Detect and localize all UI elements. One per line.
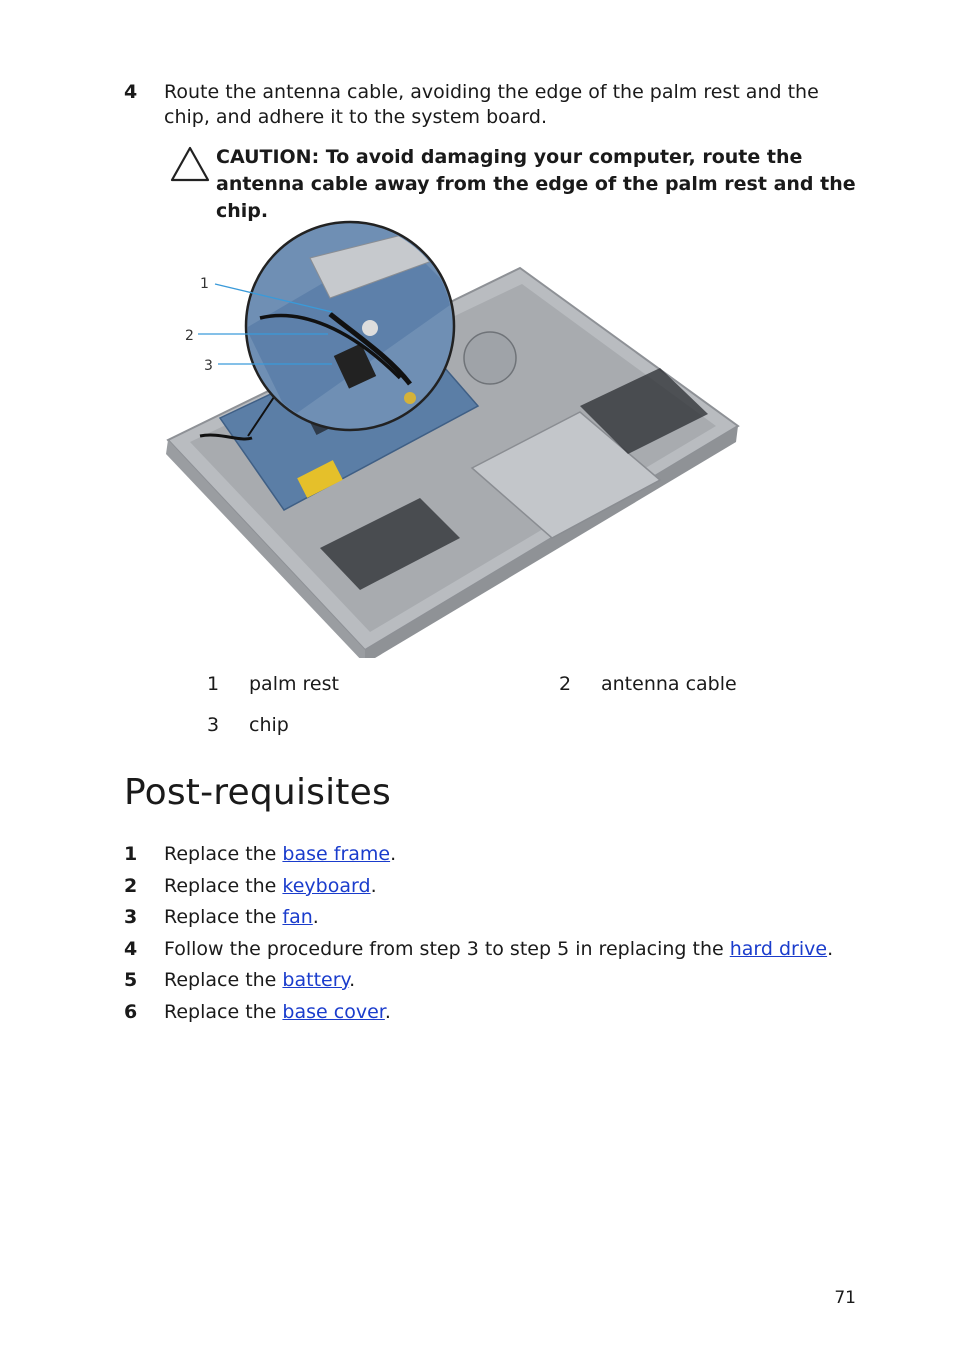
- step-punct: .: [384, 1001, 391, 1023]
- step-text: Route the antenna cable, avoiding the edge of the palm rest and the chip, and adhere it to the system board.: [164, 81, 819, 128]
- step-punct: .: [370, 875, 377, 897]
- fan-link[interactable]: fan: [282, 906, 313, 928]
- step-number: 2: [124, 875, 138, 897]
- step-number: 1: [124, 843, 138, 865]
- step-number: 3: [124, 906, 138, 928]
- legend-number: 3: [207, 714, 220, 736]
- legend-label: chip: [249, 714, 289, 736]
- callout-3: 3: [204, 358, 213, 374]
- step-text: Replace the: [164, 875, 283, 897]
- step-text: Replace the: [164, 969, 283, 991]
- legend-number: 2: [559, 673, 572, 695]
- step-number: 4: [124, 81, 138, 103]
- base-frame-link[interactable]: base frame: [282, 843, 391, 865]
- step-punct: .: [349, 969, 356, 991]
- step-punct: .: [827, 938, 834, 960]
- warning-triangle-icon: [170, 146, 210, 182]
- step-text: Replace the: [164, 906, 283, 928]
- laptop-illustration: [160, 218, 750, 658]
- step-punct: .: [312, 906, 319, 928]
- step-number: 5: [124, 969, 138, 991]
- step-number: 4: [124, 938, 138, 960]
- page-number: 71: [834, 1288, 856, 1308]
- step-punct: .: [390, 843, 397, 865]
- battery-link[interactable]: battery: [282, 969, 350, 991]
- legend-number: 1: [207, 673, 220, 695]
- laptop-figure: [160, 218, 750, 658]
- hard-drive-link[interactable]: hard drive: [729, 938, 828, 960]
- caution-text: CAUTION: To avoid damaging your computer, route the antenna cable away from the edge of the palm rest and the chip.: [216, 146, 856, 222]
- base-cover-link[interactable]: base cover: [282, 1001, 385, 1023]
- legend-label: antenna cable: [601, 673, 737, 695]
- step-text: Follow the procedure from step 3 to step 5 in replacing the: [164, 938, 730, 960]
- callout-1: 1: [200, 276, 209, 292]
- step-text: Replace the: [164, 843, 283, 865]
- step-number: 6: [124, 1001, 138, 1023]
- step-text: Replace the: [164, 1001, 283, 1023]
- callout-2: 2: [185, 328, 194, 344]
- keyboard-link[interactable]: keyboard: [282, 875, 371, 897]
- legend-label: palm rest: [249, 673, 339, 695]
- section-heading: Post-requisites: [124, 772, 391, 813]
